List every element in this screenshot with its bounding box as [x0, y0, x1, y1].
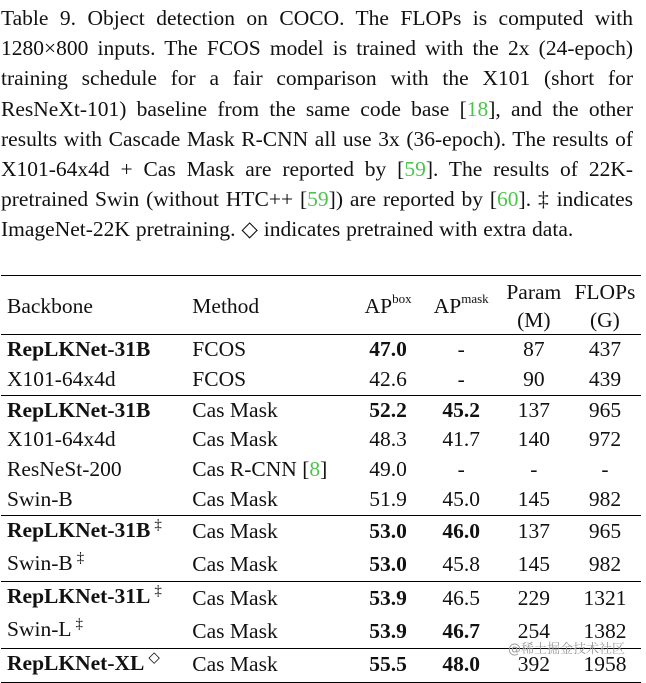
table-row — [1, 455, 641, 485]
cell-param: 137 — [499, 515, 569, 548]
cell-param: 137 — [499, 395, 569, 425]
cell-apbox: 49.0 — [369, 457, 407, 482]
citation-60[interactable]: 60 — [497, 187, 519, 212]
cell-method: Cas Mask — [192, 395, 352, 425]
table-row — [1, 365, 641, 395]
imagenet-22k-mark: ‡ — [154, 583, 162, 600]
caption-part3: ]. The results of 22K-pretrained Swin (without HTC++ [ — [1, 157, 633, 212]
cell-method: Cas Mask — [192, 618, 278, 643]
citation-8[interactable]: 8 — [309, 457, 321, 482]
cell-method: Cas Mask — [192, 427, 278, 452]
cell-flops: 1382 — [583, 618, 627, 643]
cell-method: FCOS — [192, 366, 247, 391]
cell-apbox: 53.9 — [369, 618, 407, 643]
cell-param: 87 — [499, 335, 569, 365]
cell-method: Cas Mask — [192, 648, 352, 682]
cell-apmask: - — [457, 366, 465, 391]
header-apmask-base: AP — [433, 294, 462, 318]
cell-backbone: Swin-B — [7, 486, 73, 511]
cell-param: 229 — [499, 582, 569, 615]
citation-59[interactable]: 59 — [307, 187, 329, 212]
cell-apmask: 46.7 — [442, 618, 481, 643]
imagenet-22k-mark: ‡ — [76, 549, 85, 566]
caption-part5: ]. ‡ indicates ImageNet-22K pretraining. ◇ indicates pretrained with extra data. — [1, 187, 633, 242]
cell-apmask: - — [457, 457, 465, 482]
bracket-close: ] — [320, 457, 328, 482]
table-row — [1, 515, 641, 548]
cell-flops: 439 — [588, 366, 622, 391]
cell-method — [192, 455, 352, 485]
header-param-unit: (M) — [517, 308, 551, 332]
cell-flops: 972 — [588, 427, 622, 452]
cell-backbone — [1, 515, 192, 548]
cell-apmask: 45.0 — [442, 486, 481, 511]
header-backbone: Backbone — [1, 276, 192, 335]
cell-apbox: 42.6 — [369, 366, 407, 391]
cell-backbone — [1, 582, 192, 615]
table-row — [1, 485, 641, 515]
cell-backbone-text: RepLKNet-XL — [7, 650, 145, 675]
citation-59[interactable]: 59 — [404, 157, 426, 182]
cell-backbone-text: Swin-B — [7, 550, 73, 575]
table-row — [1, 395, 641, 425]
imagenet-22k-mark: ‡ — [75, 616, 83, 633]
cell-apmask: - — [424, 335, 499, 365]
watermark: @稀土掘金技术社区 — [508, 642, 626, 657]
cell-apbox: 53.0 — [353, 515, 424, 548]
extra-data-mark: ◇ — [148, 649, 160, 666]
cell-apbox: 55.5 — [353, 648, 424, 682]
cell-backbone — [1, 549, 192, 582]
caption-part2: ], and the other results with Cascade Mask R-CNN all use 3x (36-epoch). The results of X101-64x4d + Cas Mask are reported by [ — [1, 96, 633, 182]
caption-part4: ]) are reported by [ — [328, 187, 498, 212]
cell-apmask: 48.0 — [424, 648, 499, 682]
cell-apbox: 51.9 — [369, 486, 407, 511]
header-apmask — [424, 276, 499, 335]
cell-apmask: 45.2 — [424, 395, 499, 425]
cell-method: Cas Mask — [192, 582, 352, 615]
cell-param: 254 — [517, 618, 550, 643]
cell-backbone-text: RepLKNet-31L — [7, 584, 151, 609]
header-apmask-sup: mask — [461, 290, 489, 306]
cell-flops: 965 — [569, 515, 641, 548]
cell-apbox: 48.3 — [369, 427, 407, 452]
cell-apmask: 41.7 — [442, 427, 481, 452]
cell-flops: 1321 — [569, 582, 641, 615]
cell-param: 145 — [517, 486, 550, 511]
cell-apbox: 47.0 — [353, 335, 424, 365]
header-param: Param — [499, 276, 569, 307]
cell-method: Cas Mask — [192, 515, 352, 548]
cell-backbone: RepLKNet-31B — [1, 335, 192, 365]
cell-apbox: 53.0 — [369, 552, 407, 577]
cell-apbox: 52.2 — [353, 395, 424, 425]
header-flops-unit: (G) — [590, 308, 620, 332]
table-row — [1, 582, 641, 615]
cell-param: 392 — [499, 648, 569, 682]
cell-backbone: X101-64x4d — [7, 427, 116, 452]
header-flops: FLOPs — [569, 276, 641, 307]
header-row — [1, 276, 641, 307]
results-table — [1, 275, 641, 683]
cell-apmask: 46.0 — [424, 515, 499, 548]
cell-param: 90 — [523, 366, 545, 391]
cell-apmask: 45.8 — [442, 552, 481, 577]
cell-method: Cas Mask — [192, 486, 278, 511]
cell-backbone: RepLKNet-31B — [1, 395, 192, 425]
cell-backbone — [1, 615, 192, 648]
header-apbox-sup: box — [392, 290, 412, 306]
header-apbox-base: AP — [364, 294, 393, 318]
cell-param: - — [530, 457, 538, 482]
cell-method: FCOS — [192, 335, 352, 365]
cell-method: Cas Mask — [192, 552, 278, 577]
cell-backbone-text: RepLKNet-31B — [7, 517, 151, 542]
cell-flops: 437 — [569, 335, 641, 365]
header-apbox — [353, 276, 424, 335]
cell-backbone-text: Swin-L — [7, 617, 72, 642]
table-row — [1, 549, 641, 582]
imagenet-22k-mark: ‡ — [154, 516, 162, 533]
table-caption — [1, 3, 633, 245]
header-method: Method — [192, 276, 352, 335]
cell-backbone: ResNeSt-200 — [7, 457, 122, 482]
cell-param: 140 — [517, 427, 550, 452]
cell-flops: 982 — [588, 552, 622, 577]
cell-method-text: Cas R-CNN [ — [192, 457, 310, 482]
citation-18[interactable]: 18 — [466, 96, 489, 121]
cell-apmask: 46.5 — [424, 582, 499, 615]
cell-param: 145 — [517, 552, 550, 577]
cell-flops: - — [601, 457, 609, 482]
table-row — [1, 425, 641, 455]
cell-flops: 965 — [569, 395, 641, 425]
cell-backbone — [1, 648, 192, 682]
table-row — [1, 335, 641, 365]
cell-apbox: 53.9 — [353, 582, 424, 615]
caption-part1: Table 9. Object detection on COCO. The FLOPs is computed with 1280×800 inputs. The FCOS model is trained with the 2x (24-epoch) training schedule for a fair comparison with the X101 (short for ResNeXt-101) baseline from the same code base [ — [1, 6, 633, 121]
cell-flops: 1958 — [569, 648, 641, 682]
cell-flops: 982 — [588, 486, 622, 511]
cell-backbone: X101-64x4d — [7, 366, 116, 391]
